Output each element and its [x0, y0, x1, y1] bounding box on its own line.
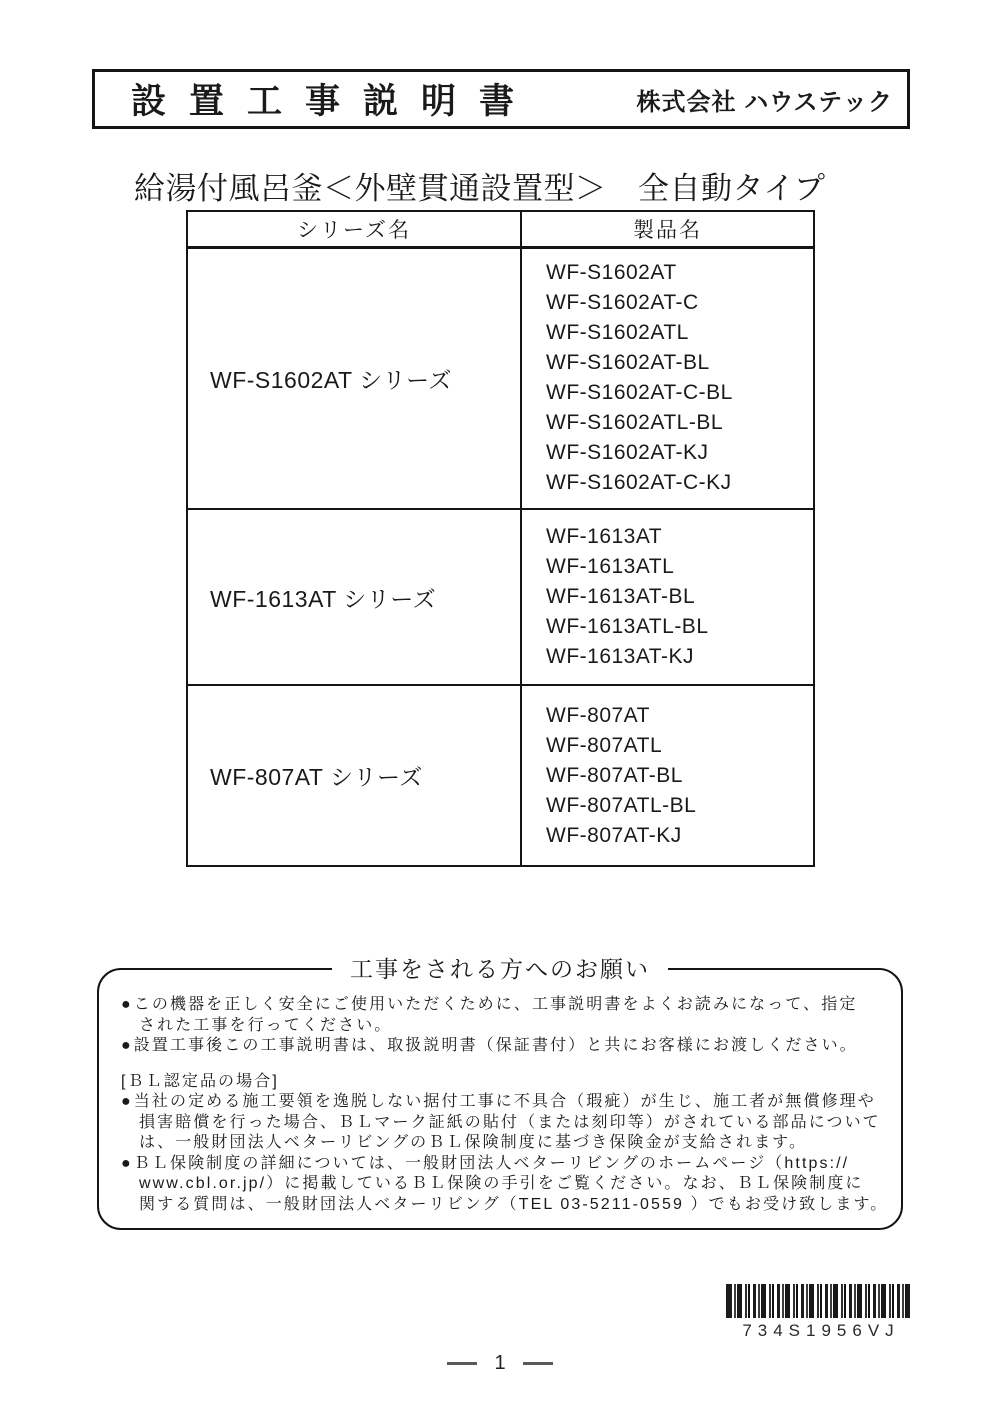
notice-content — [99, 970, 901, 1215]
notice-line: は、一般財団法人ベターリビングのＢＬ保険制度に基づき保険金が支給されます。 — [139, 1134, 808, 1151]
series-name-cell: WF-1613AT シリーズ — [187, 509, 521, 685]
product-model: WF-S1602AT-C-BL — [546, 381, 733, 405]
series-name-cell: WF-807AT シリーズ — [187, 685, 521, 866]
notice-title: 工事をされる方へのお願い — [332, 951, 668, 984]
product-model: WF-807ATL — [546, 733, 663, 757]
product-model: WF-807AT-BL — [546, 763, 683, 787]
product-model: WF-1613ATL — [546, 555, 675, 578]
table-header-row — [187, 211, 814, 247]
notice-line: ● この機器を正しく安全にご使用いただくために、工事説明書をよくお読みになって、指定 — [121, 995, 889, 1016]
installer-notice-box — [97, 955, 903, 1230]
notice-line: ● 当社の定める施工要領を逸脱しない据付工事に不具合（瑕疵）が生じ、施工者が無償修理や — [121, 1092, 889, 1113]
notice-line: ● 設置工事後この工事説明書は、取扱説明書（保証書付）と共にお客様にお渡しください。 — [121, 1036, 889, 1057]
barcode — [726, 1284, 910, 1341]
series-column-header: シリーズ名 — [187, 211, 521, 247]
table-row — [187, 509, 814, 685]
product-model: WF-1613AT-KJ — [546, 645, 694, 668]
notice-line: ● ＢＬ保険制度の詳細については、一般財団法人ベターリビングのホームページ（https:// — [121, 1154, 889, 1175]
products-cell — [521, 685, 814, 866]
product-model: WF-S1602ATL-BL — [546, 411, 723, 435]
notice-line: 損害賠償を行った場合、ＢＬマーク証紙の貼付（または刻印等）がされている部品について — [139, 1113, 881, 1131]
document-title-box — [92, 69, 910, 129]
company-name: 株式会社 ハウステック — [636, 88, 893, 116]
notice-line: www.cbl.or.jp/）に掲載しているＢＬ保険の手引をご覧ください。なお、ＢＬ保険制度に — [139, 1175, 864, 1192]
footer-dash — [523, 1362, 553, 1365]
product-model: WF-S1602AT-KJ — [546, 441, 709, 465]
notice-section-label: [ＢＬ認定品の場合] — [121, 1072, 279, 1090]
notice-line: 関する質問は、一般財団法人ベターリビング（TEL 03-5211-0559 ）でもお受け致します。 — [139, 1195, 889, 1213]
products-cell — [521, 509, 814, 685]
product-series-table — [186, 210, 815, 867]
barcode-bars — [726, 1284, 910, 1318]
series-name-cell: WF-S1602AT シリーズ — [187, 247, 521, 509]
product-model: WF-1613AT — [546, 525, 663, 548]
product-model: WF-807AT-KJ — [546, 823, 682, 847]
products-cell — [521, 247, 814, 509]
product-category-title: 給湯付風呂釜＜外壁貫通設置型＞ 全自動タイプ — [134, 171, 826, 206]
product-model: WF-807AT — [546, 703, 650, 727]
product-model: WF-807ATL-BL — [546, 793, 697, 817]
barcode-value: 734S1956VJ — [742, 1321, 900, 1340]
table-row — [187, 247, 814, 509]
product-model: WF-1613ATL-BL — [546, 615, 709, 638]
product-model: WF-S1602AT-C-KJ — [546, 471, 732, 495]
page-number: 1 — [494, 1351, 506, 1374]
product-model: WF-S1602AT-C — [546, 291, 699, 315]
page-footer — [0, 1350, 1000, 1376]
footer-dash — [447, 1362, 477, 1365]
product-column-header: 製品名 — [521, 211, 814, 247]
document-title: 設置工事説明書 — [131, 82, 538, 121]
product-model: WF-S1602AT — [546, 261, 677, 285]
table-row — [187, 685, 814, 866]
product-model: WF-S1602ATL — [546, 321, 689, 345]
product-model: WF-S1602AT-BL — [546, 351, 710, 375]
notice-line: された工事を行ってください。 — [139, 1016, 393, 1034]
product-model: WF-1613AT-BL — [546, 585, 696, 608]
